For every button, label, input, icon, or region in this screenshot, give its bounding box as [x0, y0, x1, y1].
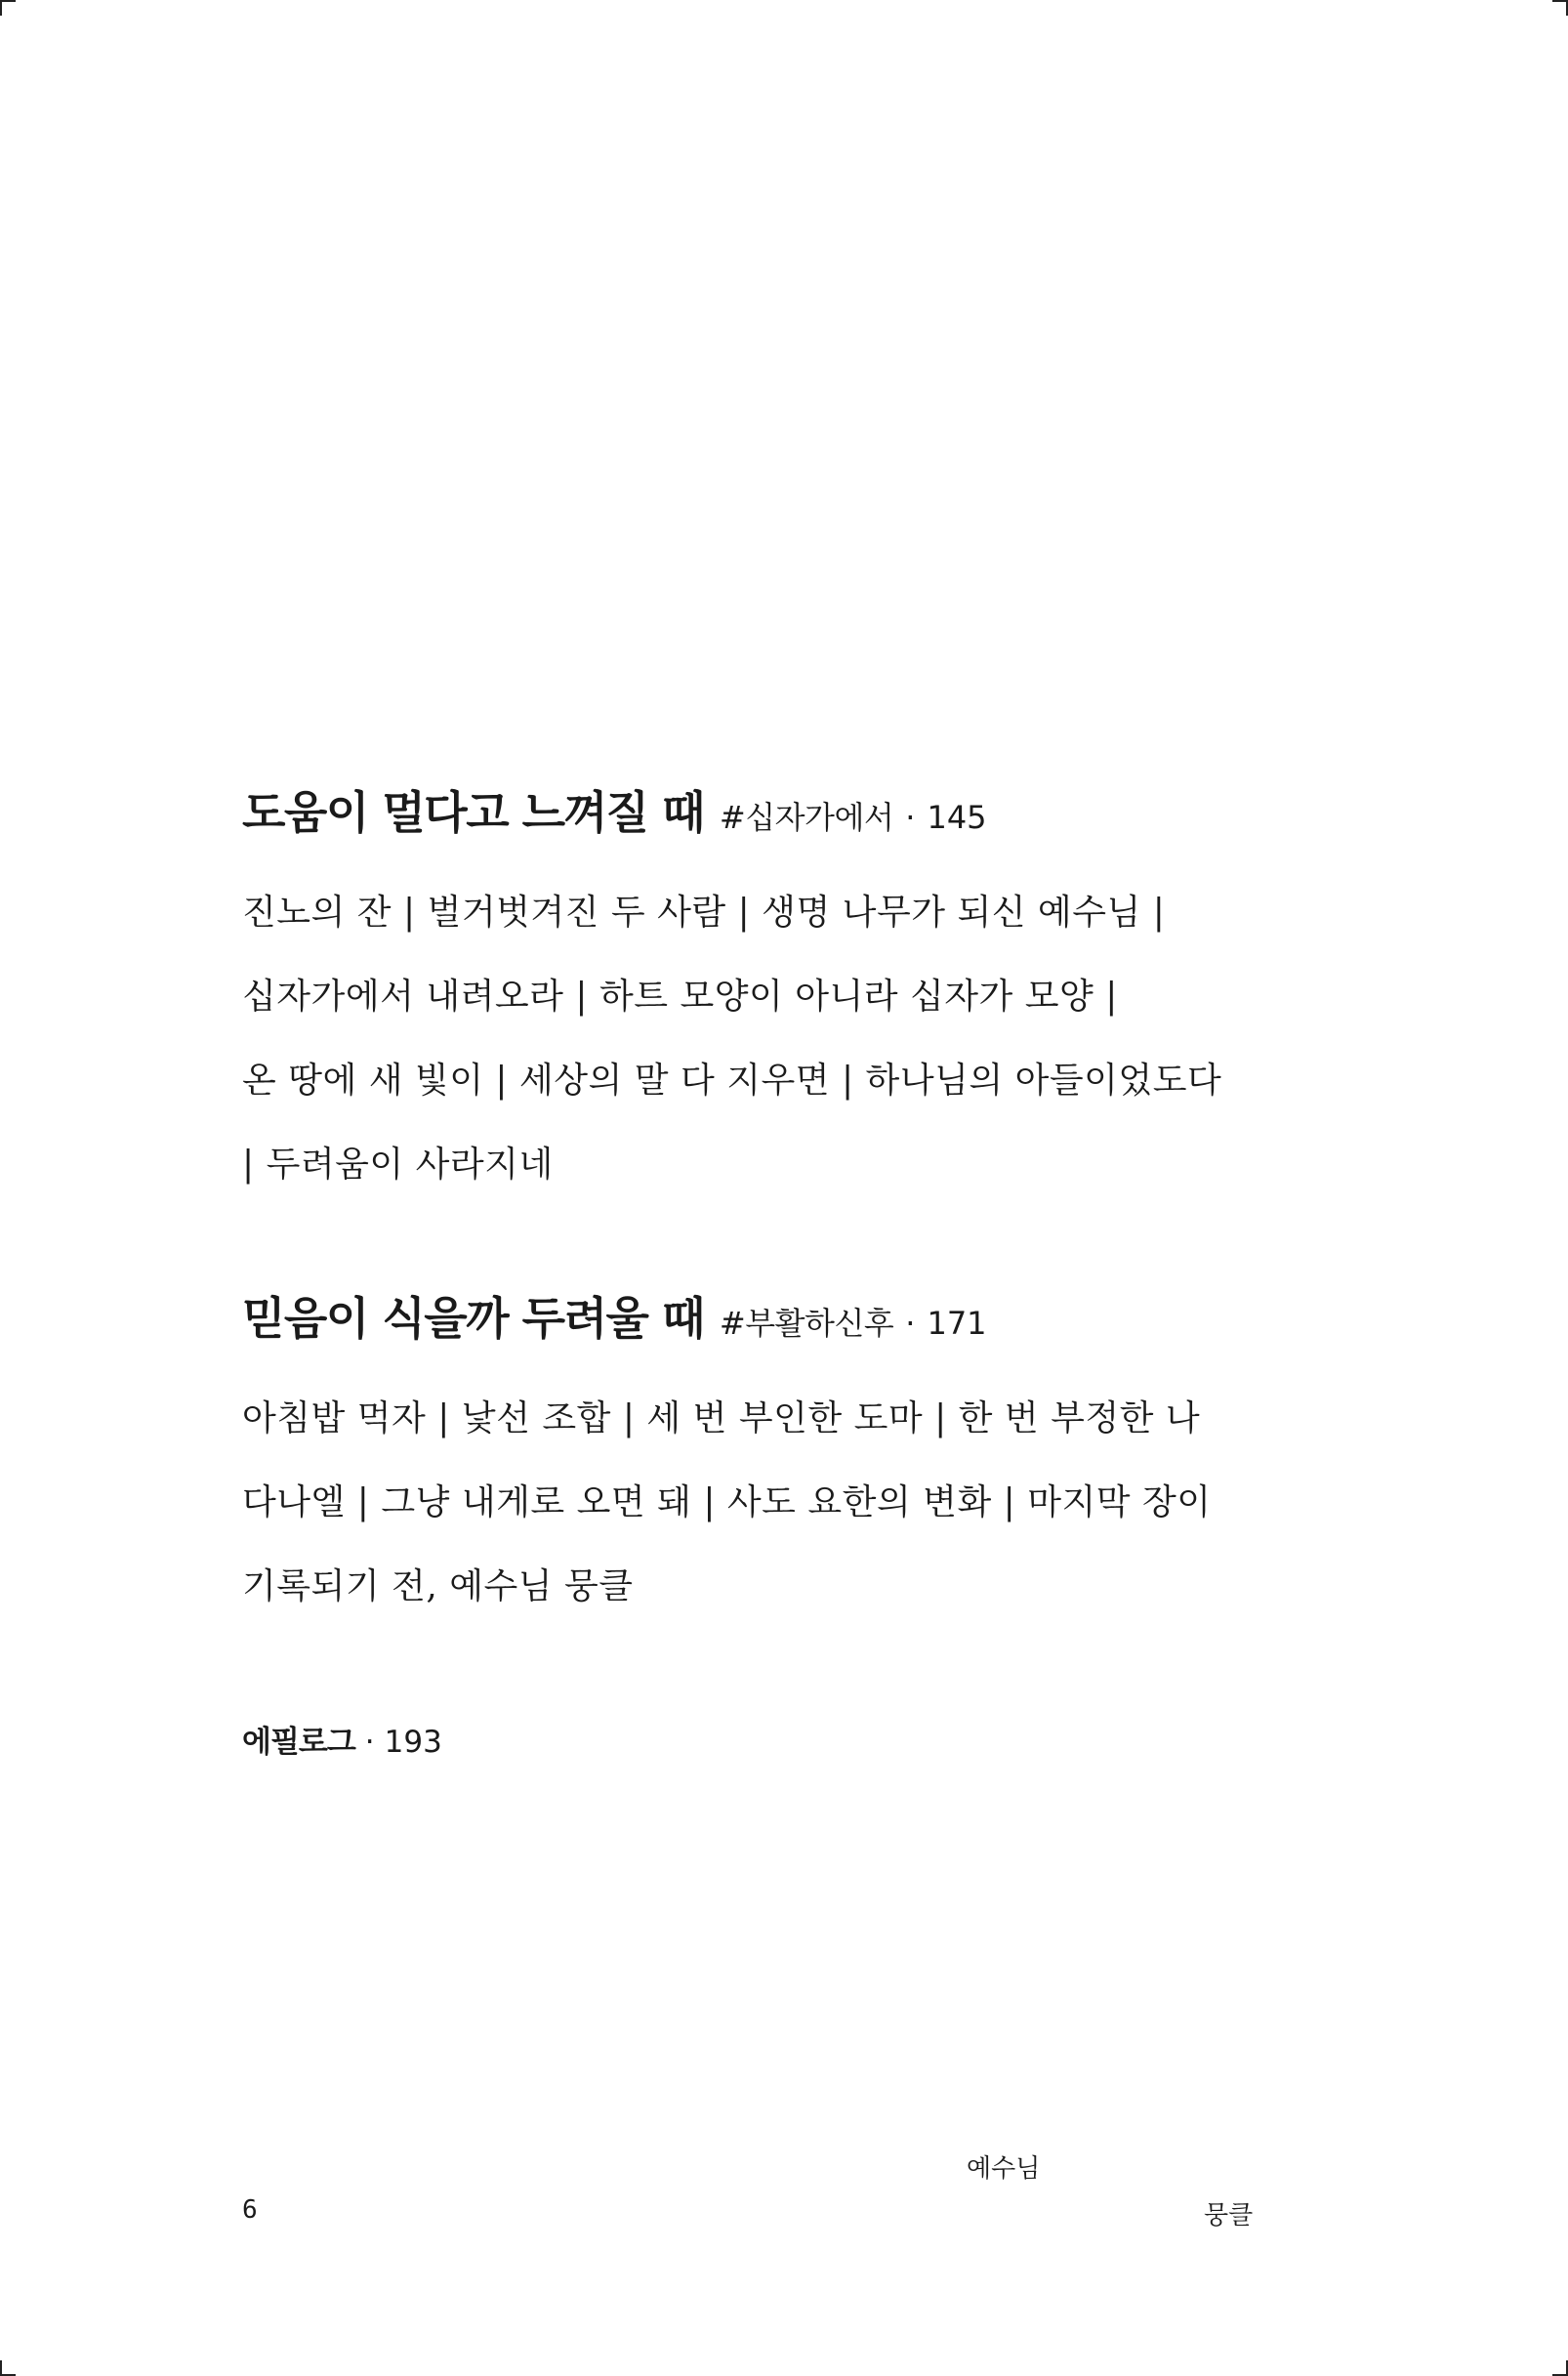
section-page-number: 171: [927, 1305, 987, 1342]
toc-epilogue: [242, 1717, 1258, 1761]
epilogue-page-number: 193: [384, 1725, 442, 1760]
toc-section-2: [242, 1283, 1258, 1629]
section-tag: #부활하신후: [719, 1305, 894, 1342]
toc-content: [242, 777, 1258, 1761]
chapter-line: 기록되기 전, 예수님 뭉클: [242, 1566, 634, 1606]
chapter-line: 십자가에서 내려오라 | 하트 모양이 아니라 십자가 모양 |: [242, 977, 1118, 1017]
running-head-line-1: 예수님: [967, 2154, 1041, 2184]
crop-mark-bottom-left: [0, 2360, 16, 2376]
crop-mark-top-right: [1552, 0, 1568, 16]
crop-mark-top-left: [0, 0, 16, 16]
chapter-line: | 두려움이 사라지네: [242, 1145, 554, 1185]
running-head: [0, 2148, 1568, 2246]
section-separator: ·: [905, 1305, 916, 1342]
chapter-line: 온 땅에 새 빛이 | 세상의 말 다 지우면 | 하나님의 아들이었도다: [242, 1061, 1222, 1101]
section-chapter-list: [242, 871, 1258, 1207]
section-separator: ·: [905, 799, 916, 836]
chapter-line: 진노의 잔 | 벌거벗겨진 두 사람 | 생명 나무가 되신 예수님 |: [242, 893, 1166, 933]
running-head-line-2: 뭉클: [1204, 2201, 1254, 2230]
section-title: 도움이 멀다고 느껴질 때: [242, 786, 704, 839]
section-chapter-list: [242, 1377, 1258, 1629]
crop-mark-bottom-right: [1552, 2360, 1568, 2376]
section-heading: [242, 1283, 1258, 1348]
chapter-line: 다나엘 | 그냥 내게로 오면 돼 | 사도 요한의 변화 | 마지막 장이: [242, 1482, 1212, 1522]
folio-page-number: 6: [242, 2195, 258, 2225]
chapter-line: 아침밥 먹자 | 낯선 조합 | 세 번 부인한 도마 | 한 번 부정한 나: [242, 1398, 1201, 1438]
section-title: 믿음이 식을까 두려울 때: [242, 1292, 704, 1345]
epilogue-title: 에필로그: [242, 1725, 355, 1760]
toc-section-1: [242, 777, 1258, 1207]
section-tag: #십자가에서: [719, 799, 894, 836]
epilogue-separator: ·: [364, 1725, 375, 1760]
section-heading: [242, 777, 1258, 842]
section-page-number: 145: [927, 799, 987, 836]
